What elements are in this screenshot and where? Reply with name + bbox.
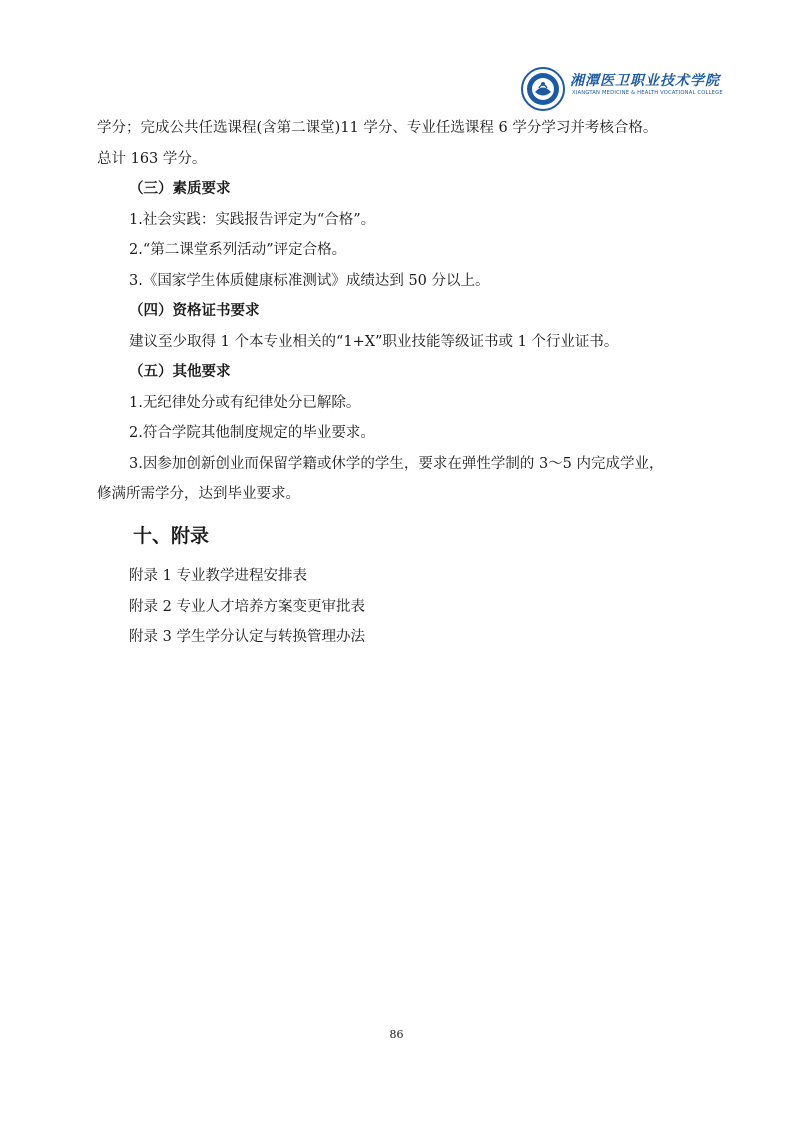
document-body (97, 114, 702, 654)
list-item: 1.无纪律处分或有纪律处分已解除。 (129, 394, 361, 411)
appendix-item: 附录 2 专业人才培养方案变更审批表 (129, 598, 365, 615)
page-header (520, 66, 735, 114)
list-item: 1.社会实践：实践报告评定为“合格”。 (129, 211, 376, 228)
appendix-item: 附录 1 专业教学进程安排表 (129, 568, 307, 584)
body-line: 总计 163 学分。 (97, 150, 207, 167)
body-line: 学分；完成公共任选课程(含第二课堂)11 学分、专业任选课程 6 学分学习并考核合格。 (97, 120, 658, 136)
college-name-cn: 湘潭医卫职业技术学院 (570, 73, 720, 89)
list-item-continuation: 修满所需学分，达到毕业要求。 (97, 486, 300, 502)
appendix-heading: 十、附录 (133, 525, 210, 547)
college-name-en: XIANGTAN MEDICINE & HEALTH VOCATIONAL COLLEGE (572, 90, 723, 96)
section-heading-certificate: （四）资格证书要求 (129, 303, 260, 319)
list-item: 2.“第二课堂系列活动”评定合格。 (129, 242, 347, 258)
section-heading-other: （五）其他要求 (129, 364, 231, 380)
list-item: 3.《国家学生体质健康标准测试》成绩达到 50 分以上。 (129, 272, 490, 289)
list-item: 3.因参加创新创业而保留学籍或休学的学生，要求在弹性学制的 3～5 内完成学业， (129, 455, 664, 472)
list-item: 2.符合学院其他制度规定的毕业要求。 (129, 425, 375, 441)
page-number: 86 (389, 1028, 404, 1041)
appendix-item: 附录 3 学生学分认定与转换管理办法 (129, 629, 365, 645)
section-heading-quality: （三）素质要求 (129, 181, 231, 197)
college-logo-icon (520, 66, 566, 112)
certificate-text: 建议至少取得 1 个本专业相关的“1+X”职业技能等级证书或 1 个行业证书。 (129, 333, 619, 350)
